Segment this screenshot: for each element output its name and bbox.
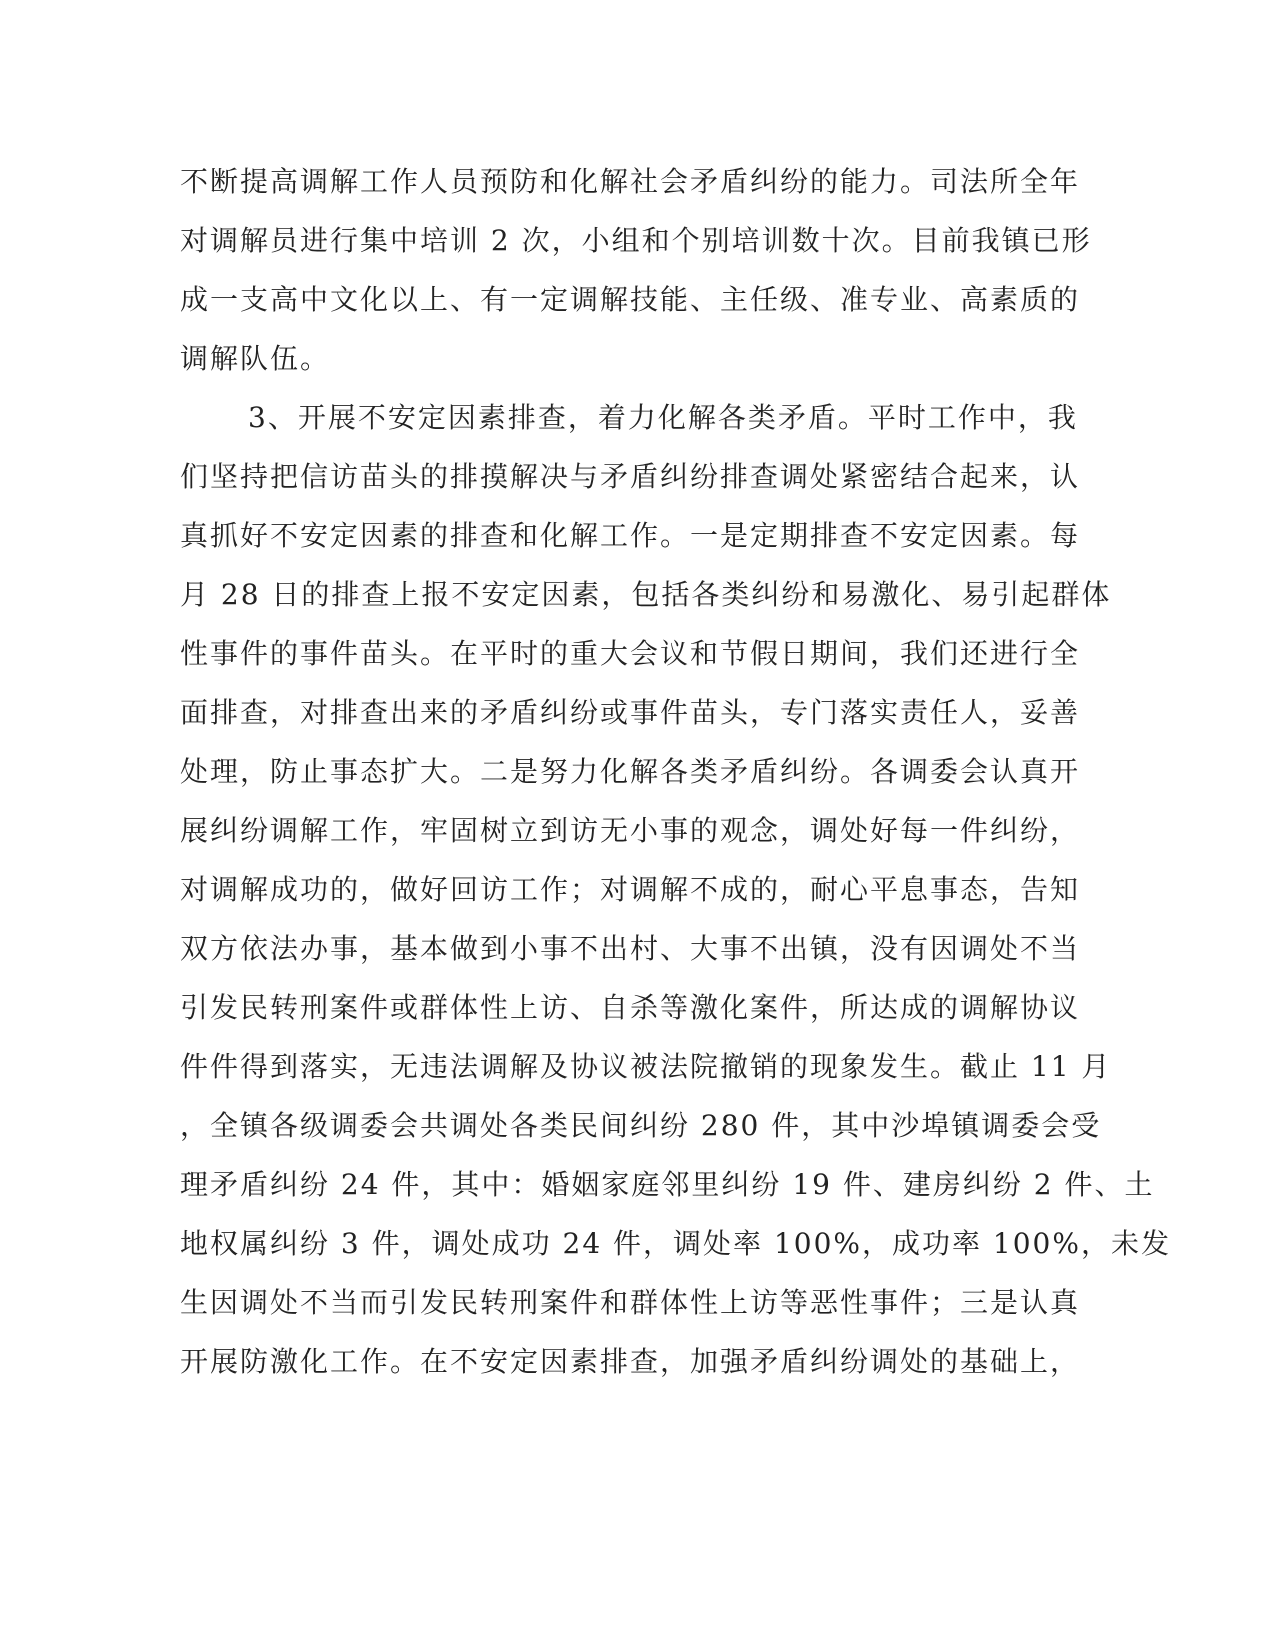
text-line: 真抓好不安定因素的排查和化解工作。一是定期排查不安定因素。每 <box>180 519 1081 552</box>
text-line: ，全镇各级调委会共调处各类民间纠纷 280 件，其中沙埠镇调委会受 <box>180 1109 1102 1142</box>
text-line: 引发民转刑案件或群体性上访、自杀等激化案件，所达成的调解协议 <box>180 991 1081 1024</box>
text-line: 双方依法办事，基本做到小事不出村、大事不出镇，没有因调处不当 <box>180 932 1081 965</box>
text-line: 处理，防止事态扩大。二是努力化解各类矛盾纠纷。各调委会认真开 <box>180 755 1081 788</box>
text-line: 生因调处不当而引发民转刑案件和群体性上访等恶性事件；三是认真 <box>180 1286 1081 1319</box>
text-line: 件件得到落实，无违法调解及协议被法院撤销的现象发生。截止 11 月 <box>180 1050 1112 1083</box>
text-line: 们坚持把信访苗头的排摸解决与矛盾纠纷排查调处紧密结合起来，认 <box>180 460 1081 493</box>
text-line: 成一支高中文化以上、有一定调解技能、主任级、准专业、高素质的 <box>180 283 1081 316</box>
text-line: 开展防激化工作。在不安定因素排查，加强矛盾纠纷调处的基础上， <box>180 1345 1081 1378</box>
text-line: 对调解成功的，做好回访工作；对调解不成的，耐心平息事态，告知 <box>180 873 1081 906</box>
text-line: 3、开展不安定因素排查，着力化解各类矛盾。平时工作中，我 <box>248 401 1078 434</box>
text-line: 不断提高调解工作人员预防和化解社会矛盾纠纷的能力。司法所全年 <box>180 165 1081 198</box>
text-line: 调解队伍。 <box>180 342 331 375</box>
text-line: 月 28 日的排查上报不安定因素，包括各类纠纷和易激化、易引起群体 <box>180 578 1112 611</box>
text-line: 展纠纷调解工作，牢固树立到访无小事的观念，调处好每一件纠纷， <box>180 814 1081 847</box>
text-line: 面排查，对排查出来的矛盾纠纷或事件苗头，专门落实责任人，妥善 <box>180 696 1081 729</box>
text-line: 对调解员进行集中培训 2 次，小组和个别培训数十次。目前我镇已形 <box>180 224 1092 257</box>
text-line: 理矛盾纠纷 24 件，其中：婚姻家庭邻里纠纷 19 件、建房纠纷 2 件、土 <box>180 1168 1155 1201</box>
body-text <box>180 160 1171 1399</box>
text-line: 地权属纠纷 3 件，调处成功 24 件，调处率 100%，成功率 100%，未发 <box>180 1227 1171 1260</box>
text-line: 性事件的事件苗头。在平时的重大会议和节假日期间，我们还进行全 <box>180 637 1081 670</box>
